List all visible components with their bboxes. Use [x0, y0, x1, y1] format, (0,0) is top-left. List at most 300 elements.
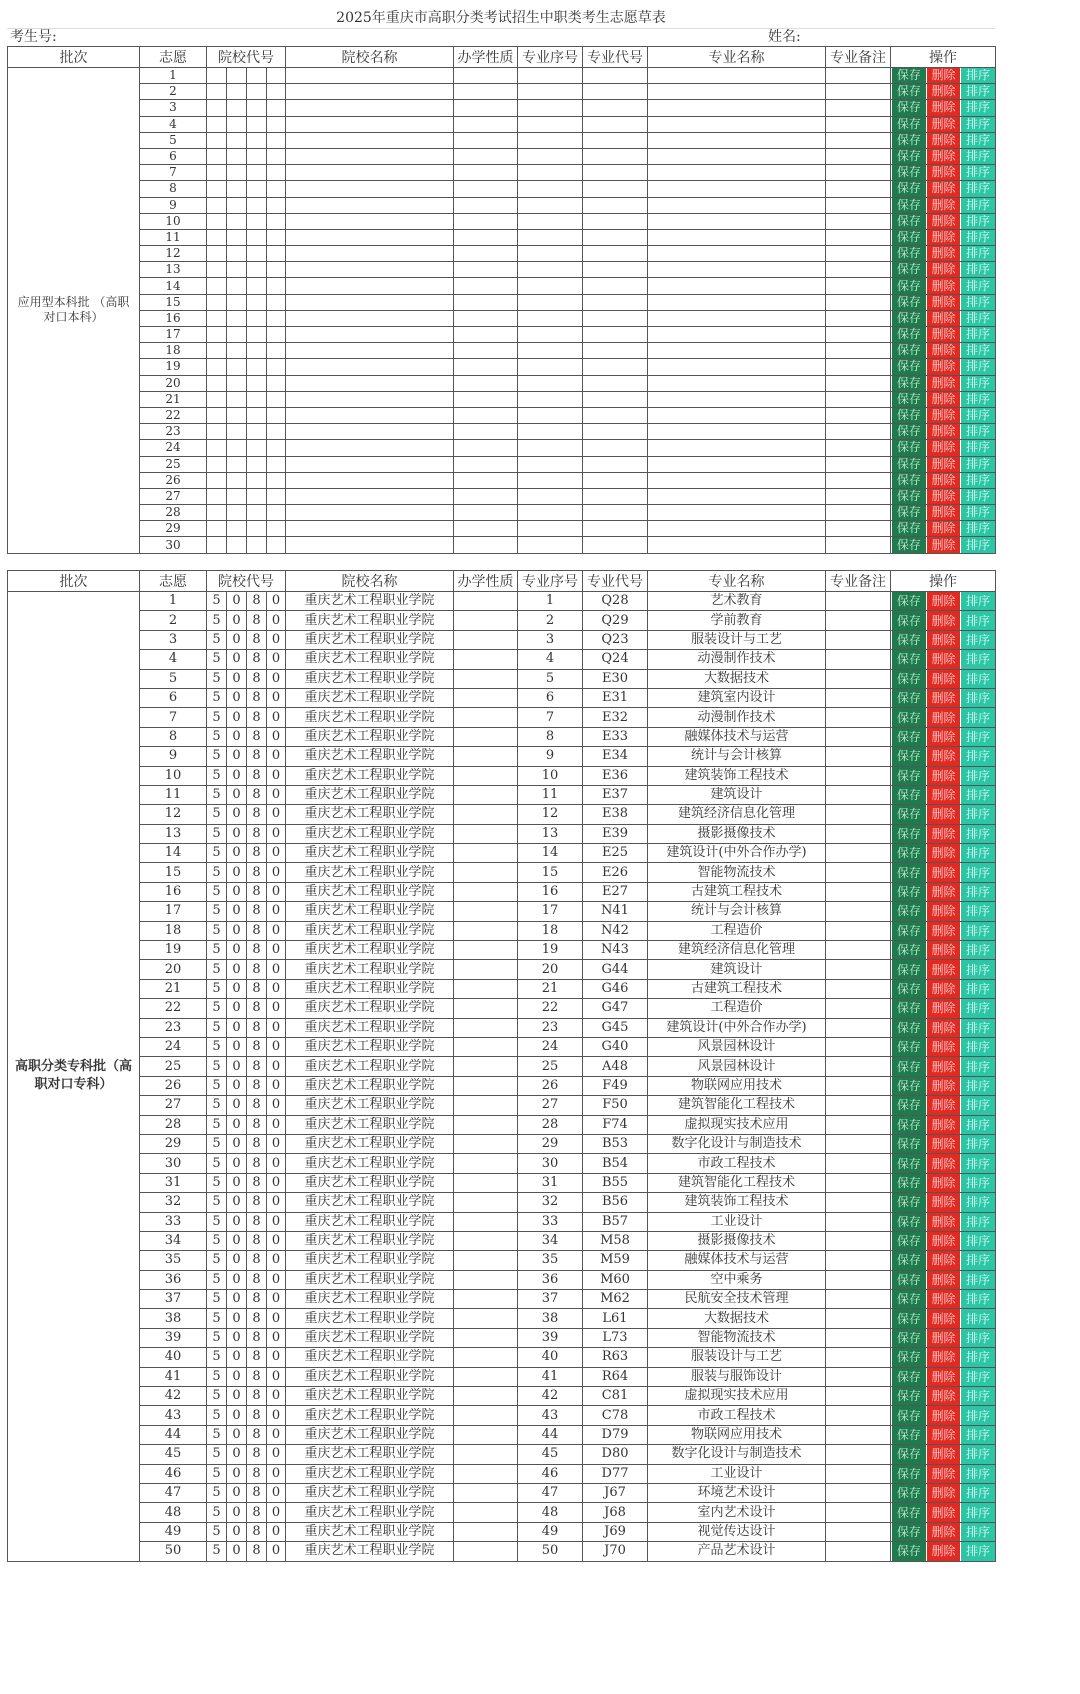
sort-button[interactable]: 排序: [960, 521, 995, 536]
save-button[interactable]: 保存: [891, 1290, 926, 1308]
nature-cell[interactable]: [454, 688, 518, 707]
nature-cell[interactable]: [454, 1231, 518, 1250]
nature-cell[interactable]: [454, 1425, 518, 1444]
save-button[interactable]: 保存: [891, 1019, 926, 1037]
major-seq[interactable]: 45: [518, 1445, 583, 1464]
major-seq-input[interactable]: [518, 440, 583, 456]
nature-cell[interactable]: [454, 1387, 518, 1406]
major-code-input[interactable]: [583, 505, 648, 521]
major-name[interactable]: 融媒体技术与运营: [648, 727, 826, 746]
school-code-digit-input[interactable]: [247, 278, 267, 294]
major-name-input[interactable]: [648, 472, 826, 488]
school-name[interactable]: 重庆艺术工程职业学院: [286, 1096, 454, 1115]
major-seq-input[interactable]: [518, 148, 583, 164]
nature-cell[interactable]: [454, 863, 518, 882]
school-code-digit-input[interactable]: [247, 116, 267, 132]
school-code-digit[interactable]: 5: [207, 1154, 227, 1173]
major-name[interactable]: 统计与会计核算: [648, 902, 826, 921]
school-name[interactable]: 重庆艺术工程职业学院: [286, 1193, 454, 1212]
delete-button[interactable]: 删除: [926, 376, 961, 391]
school-code-digit[interactable]: 8: [247, 669, 267, 688]
school-code-digit[interactable]: 8: [247, 1348, 267, 1367]
delete-button[interactable]: 删除: [926, 1542, 961, 1560]
major-code[interactable]: R64: [583, 1367, 648, 1386]
save-button[interactable]: 保存: [891, 1096, 926, 1114]
save-button[interactable]: 保存: [891, 100, 926, 115]
school-name[interactable]: 重庆艺术工程职业学院: [286, 1367, 454, 1386]
nature-cell[interactable]: [454, 785, 518, 804]
save-button[interactable]: 保存: [891, 1542, 926, 1560]
delete-button[interactable]: 删除: [926, 392, 961, 407]
major-note-cell[interactable]: [826, 669, 891, 688]
major-name[interactable]: 市政工程技术: [648, 1406, 826, 1425]
nature-cell[interactable]: [454, 592, 518, 611]
save-button[interactable]: 保存: [891, 1116, 926, 1134]
school-code-digit-input[interactable]: [227, 407, 247, 423]
school-code-digit[interactable]: 5: [207, 1212, 227, 1231]
major-seq-input[interactable]: [518, 472, 583, 488]
delete-button[interactable]: 删除: [926, 1174, 961, 1192]
major-code-input[interactable]: [583, 246, 648, 262]
school-code-digit-input[interactable]: [247, 537, 267, 553]
school-name-input[interactable]: [286, 197, 454, 213]
delete-button[interactable]: 删除: [926, 999, 961, 1017]
save-button[interactable]: 保存: [891, 1251, 926, 1269]
nature-input[interactable]: [454, 229, 518, 245]
school-code-digit[interactable]: 8: [247, 592, 267, 611]
school-code-digit-input[interactable]: [207, 165, 227, 181]
school-code-digit[interactable]: 0: [227, 1018, 247, 1037]
nature-cell[interactable]: [454, 1134, 518, 1153]
school-name[interactable]: 重庆艺术工程职业学院: [286, 999, 454, 1018]
major-name[interactable]: 空中乘务: [648, 1270, 826, 1289]
school-code-digit-input[interactable]: [207, 278, 227, 294]
major-seq-input[interactable]: [518, 343, 583, 359]
sort-button[interactable]: 排序: [960, 980, 995, 998]
sort-button[interactable]: 排序: [960, 537, 995, 552]
major-name[interactable]: 服装设计与工艺: [648, 630, 826, 649]
school-code-digit-input[interactable]: [207, 505, 227, 521]
save-button[interactable]: 保存: [891, 728, 926, 746]
school-code-digit-input[interactable]: [247, 100, 267, 116]
major-name-input[interactable]: [648, 310, 826, 326]
school-code-digit-input[interactable]: [227, 375, 247, 391]
school-code-digit-input[interactable]: [267, 132, 286, 148]
sort-button[interactable]: 排序: [960, 68, 995, 83]
school-code-digit[interactable]: 0: [227, 1522, 247, 1541]
school-code-digit[interactable]: 0: [267, 1503, 286, 1522]
school-code-digit-input[interactable]: [227, 132, 247, 148]
school-name[interactable]: 重庆艺术工程职业学院: [286, 1328, 454, 1347]
school-code-digit[interactable]: 0: [267, 785, 286, 804]
school-code-digit[interactable]: 0: [267, 979, 286, 998]
sort-button[interactable]: 排序: [960, 922, 995, 940]
major-note-input[interactable]: [826, 391, 891, 407]
major-note-input[interactable]: [826, 132, 891, 148]
school-code-digit-input[interactable]: [227, 440, 247, 456]
school-name[interactable]: 重庆艺术工程职业学院: [286, 708, 454, 727]
major-name-input[interactable]: [648, 262, 826, 278]
sort-button[interactable]: 排序: [960, 708, 995, 726]
major-name-input[interactable]: [648, 100, 826, 116]
nature-cell[interactable]: [454, 921, 518, 940]
major-seq-input[interactable]: [518, 229, 583, 245]
major-seq[interactable]: 25: [518, 1057, 583, 1076]
school-code-digit[interactable]: 0: [267, 1018, 286, 1037]
school-name-input[interactable]: [286, 181, 454, 197]
nature-input[interactable]: [454, 310, 518, 326]
major-note-input[interactable]: [826, 375, 891, 391]
major-note-input[interactable]: [826, 246, 891, 262]
major-code[interactable]: L61: [583, 1309, 648, 1328]
sort-button[interactable]: 排序: [960, 592, 995, 610]
save-button[interactable]: 保存: [891, 117, 926, 132]
major-seq[interactable]: 46: [518, 1464, 583, 1483]
school-code-digit[interactable]: 5: [207, 1096, 227, 1115]
save-button[interactable]: 保存: [891, 1465, 926, 1483]
major-note-cell[interactable]: [826, 824, 891, 843]
school-code-digit[interactable]: 8: [247, 844, 267, 863]
school-code-digit[interactable]: 8: [247, 979, 267, 998]
save-button[interactable]: 保存: [891, 747, 926, 765]
major-name[interactable]: 建筑经济信息化管理: [648, 805, 826, 824]
nature-cell[interactable]: [454, 1367, 518, 1386]
school-code-digit[interactable]: 8: [247, 1425, 267, 1444]
school-code-digit-input[interactable]: [267, 100, 286, 116]
major-code[interactable]: E38: [583, 805, 648, 824]
school-code-digit[interactable]: 0: [267, 882, 286, 901]
sort-button[interactable]: 排序: [960, 1387, 995, 1405]
delete-button[interactable]: 删除: [926, 311, 961, 326]
sort-button[interactable]: 排序: [960, 424, 995, 439]
save-button[interactable]: 保存: [891, 960, 926, 978]
major-code[interactable]: A48: [583, 1057, 648, 1076]
major-seq[interactable]: 15: [518, 863, 583, 882]
save-button[interactable]: 保存: [891, 521, 926, 536]
school-code-digit-input[interactable]: [227, 116, 247, 132]
school-code-digit-input[interactable]: [227, 456, 247, 472]
school-code-digit[interactable]: 8: [247, 708, 267, 727]
sort-button[interactable]: 排序: [960, 149, 995, 164]
save-button[interactable]: 保存: [891, 440, 926, 455]
school-code-digit-input[interactable]: [207, 310, 227, 326]
delete-button[interactable]: 删除: [926, 786, 961, 804]
school-code-digit[interactable]: 8: [247, 611, 267, 630]
school-code-digit[interactable]: 0: [227, 1542, 247, 1561]
school-code-digit[interactable]: 8: [247, 1290, 267, 1309]
delete-button[interactable]: 删除: [926, 1426, 961, 1444]
school-code-digit-input[interactable]: [247, 229, 267, 245]
major-code-input[interactable]: [583, 375, 648, 391]
major-seq-input[interactable]: [518, 391, 583, 407]
save-button[interactable]: 保存: [891, 311, 926, 326]
school-code-digit-input[interactable]: [227, 327, 247, 343]
major-note-cell[interactable]: [826, 747, 891, 766]
save-button[interactable]: 保存: [891, 883, 926, 901]
school-name-input[interactable]: [286, 294, 454, 310]
major-seq[interactable]: 42: [518, 1387, 583, 1406]
major-seq[interactable]: 13: [518, 824, 583, 843]
save-button[interactable]: 保存: [891, 537, 926, 552]
sort-button[interactable]: 排序: [960, 1523, 995, 1541]
school-code-digit[interactable]: 5: [207, 592, 227, 611]
major-note-cell[interactable]: [826, 863, 891, 882]
delete-button[interactable]: 删除: [926, 181, 961, 196]
nature-cell[interactable]: [454, 960, 518, 979]
delete-button[interactable]: 删除: [926, 1465, 961, 1483]
school-name[interactable]: 重庆艺术工程职业学院: [286, 630, 454, 649]
save-button[interactable]: 保存: [891, 214, 926, 229]
major-name[interactable]: 室内艺术设计: [648, 1503, 826, 1522]
major-seq-input[interactable]: [518, 505, 583, 521]
major-note-cell[interactable]: [826, 1057, 891, 1076]
school-code-digit[interactable]: 0: [227, 941, 247, 960]
major-seq[interactable]: 21: [518, 979, 583, 998]
school-name[interactable]: 重庆艺术工程职业学院: [286, 1231, 454, 1250]
school-name-input[interactable]: [286, 68, 454, 84]
sort-button[interactable]: 排序: [960, 631, 995, 649]
major-note-cell[interactable]: [826, 1445, 891, 1464]
school-code-digit[interactable]: 0: [227, 1483, 247, 1502]
school-name-input[interactable]: [286, 246, 454, 262]
major-note-cell[interactable]: [826, 1096, 891, 1115]
save-button[interactable]: 保存: [891, 670, 926, 688]
major-code[interactable]: E32: [583, 708, 648, 727]
nature-cell[interactable]: [454, 1522, 518, 1541]
school-code-digit[interactable]: 0: [267, 960, 286, 979]
nature-cell[interactable]: [454, 747, 518, 766]
delete-button[interactable]: 删除: [926, 708, 961, 726]
school-code-digit[interactable]: 0: [227, 1076, 247, 1095]
save-button[interactable]: 保存: [891, 359, 926, 374]
delete-button[interactable]: 删除: [926, 1368, 961, 1386]
major-name-input[interactable]: [648, 521, 826, 537]
school-code-digit[interactable]: 5: [207, 863, 227, 882]
major-code[interactable]: F74: [583, 1115, 648, 1134]
school-name[interactable]: 重庆艺术工程职业学院: [286, 1212, 454, 1231]
major-name[interactable]: 动漫制作技术: [648, 650, 826, 669]
major-seq[interactable]: 34: [518, 1231, 583, 1250]
school-code-digit[interactable]: 5: [207, 1115, 227, 1134]
nature-cell[interactable]: [454, 650, 518, 669]
save-button[interactable]: 保存: [891, 181, 926, 196]
save-button[interactable]: 保存: [891, 941, 926, 959]
major-seq[interactable]: 47: [518, 1483, 583, 1502]
major-name-input[interactable]: [648, 440, 826, 456]
major-seq[interactable]: 22: [518, 999, 583, 1018]
save-button[interactable]: 保存: [891, 262, 926, 277]
major-name-input[interactable]: [648, 181, 826, 197]
school-code-digit[interactable]: 8: [247, 1193, 267, 1212]
school-code-digit[interactable]: 5: [207, 1309, 227, 1328]
major-code-input[interactable]: [583, 440, 648, 456]
major-code[interactable]: E39: [583, 824, 648, 843]
major-name-input[interactable]: [648, 391, 826, 407]
major-seq-input[interactable]: [518, 84, 583, 100]
major-code[interactable]: Q29: [583, 611, 648, 630]
school-code-digit[interactable]: 0: [227, 1037, 247, 1056]
save-button[interactable]: 保存: [891, 230, 926, 245]
major-seq-input[interactable]: [518, 537, 583, 553]
major-seq-input[interactable]: [518, 375, 583, 391]
school-code-digit[interactable]: 0: [227, 1154, 247, 1173]
sort-button[interactable]: 排序: [960, 84, 995, 99]
school-name-input[interactable]: [286, 456, 454, 472]
major-note-cell[interactable]: [826, 960, 891, 979]
school-code-digit-input[interactable]: [267, 246, 286, 262]
delete-button[interactable]: 删除: [926, 1290, 961, 1308]
major-seq[interactable]: 19: [518, 941, 583, 960]
sort-button[interactable]: 排序: [960, 902, 995, 920]
save-button[interactable]: 保存: [891, 1348, 926, 1366]
major-seq[interactable]: 44: [518, 1425, 583, 1444]
major-seq[interactable]: 48: [518, 1503, 583, 1522]
sort-button[interactable]: 排序: [960, 440, 995, 455]
nature-cell[interactable]: [454, 708, 518, 727]
major-seq-input[interactable]: [518, 278, 583, 294]
school-code-digit[interactable]: 0: [227, 1290, 247, 1309]
major-code[interactable]: G45: [583, 1018, 648, 1037]
delete-button[interactable]: 删除: [926, 1116, 961, 1134]
save-button[interactable]: 保存: [891, 1329, 926, 1347]
delete-button[interactable]: 删除: [926, 670, 961, 688]
school-code-digit[interactable]: 0: [227, 979, 247, 998]
major-code-input[interactable]: [583, 456, 648, 472]
school-code-digit-input[interactable]: [227, 505, 247, 521]
major-code[interactable]: B56: [583, 1193, 648, 1212]
major-code[interactable]: M58: [583, 1231, 648, 1250]
school-code-digit-input[interactable]: [227, 537, 247, 553]
major-code[interactable]: B57: [583, 1212, 648, 1231]
sort-button[interactable]: 排序: [960, 960, 995, 978]
school-code-digit[interactable]: 0: [267, 1096, 286, 1115]
school-name-input[interactable]: [286, 327, 454, 343]
sort-button[interactable]: 排序: [960, 230, 995, 245]
save-button[interactable]: 保存: [891, 786, 926, 804]
nature-cell[interactable]: [454, 1328, 518, 1347]
delete-button[interactable]: 删除: [926, 747, 961, 765]
major-code-input[interactable]: [583, 472, 648, 488]
sort-button[interactable]: 排序: [960, 1213, 995, 1231]
major-seq[interactable]: 33: [518, 1212, 583, 1231]
sort-button[interactable]: 排序: [960, 670, 995, 688]
school-code-digit[interactable]: 5: [207, 824, 227, 843]
school-code-digit-input[interactable]: [267, 148, 286, 164]
school-code-digit-input[interactable]: [227, 246, 247, 262]
delete-button[interactable]: 删除: [926, 198, 961, 213]
save-button[interactable]: 保存: [891, 84, 926, 99]
school-code-digit[interactable]: 8: [247, 650, 267, 669]
school-code-digit[interactable]: 8: [247, 785, 267, 804]
school-code-digit-input[interactable]: [207, 521, 227, 537]
save-button[interactable]: 保存: [891, 805, 926, 823]
major-name[interactable]: 视觉传达设计: [648, 1522, 826, 1541]
major-name-input[interactable]: [648, 537, 826, 553]
major-seq[interactable]: 8: [518, 727, 583, 746]
school-code-digit[interactable]: 8: [247, 1018, 267, 1037]
school-code-digit[interactable]: 0: [267, 921, 286, 940]
major-code[interactable]: J70: [583, 1542, 648, 1561]
major-seq[interactable]: 17: [518, 902, 583, 921]
school-code-digit[interactable]: 0: [267, 1406, 286, 1425]
major-name[interactable]: 建筑装饰工程技术: [648, 766, 826, 785]
major-code-input[interactable]: [583, 278, 648, 294]
delete-button[interactable]: 删除: [926, 1271, 961, 1289]
school-code-digit[interactable]: 0: [267, 1387, 286, 1406]
school-code-digit[interactable]: 8: [247, 1464, 267, 1483]
major-note-input[interactable]: [826, 488, 891, 504]
school-code-digit[interactable]: 5: [207, 1328, 227, 1347]
school-code-digit[interactable]: 0: [267, 1328, 286, 1347]
major-code[interactable]: J69: [583, 1522, 648, 1541]
nature-cell[interactable]: [454, 1290, 518, 1309]
sort-button[interactable]: 排序: [960, 359, 995, 374]
major-note-input[interactable]: [826, 424, 891, 440]
school-code-digit[interactable]: 5: [207, 979, 227, 998]
school-code-digit-input[interactable]: [227, 165, 247, 181]
school-code-digit-input[interactable]: [247, 197, 267, 213]
delete-button[interactable]: 删除: [926, 902, 961, 920]
delete-button[interactable]: 删除: [926, 1484, 961, 1502]
sort-button[interactable]: 排序: [960, 214, 995, 229]
school-code-digit[interactable]: 5: [207, 785, 227, 804]
school-code-digit-input[interactable]: [267, 472, 286, 488]
sort-button[interactable]: 排序: [960, 133, 995, 148]
major-code[interactable]: M60: [583, 1270, 648, 1289]
delete-button[interactable]: 删除: [926, 767, 961, 785]
school-name-input[interactable]: [286, 375, 454, 391]
school-code-digit[interactable]: 8: [247, 1542, 267, 1561]
save-button[interactable]: 保存: [891, 1038, 926, 1056]
school-code-digit-input[interactable]: [227, 472, 247, 488]
major-code-input[interactable]: [583, 407, 648, 423]
major-code[interactable]: E26: [583, 863, 648, 882]
school-code-digit[interactable]: 5: [207, 1193, 227, 1212]
school-code-digit[interactable]: 5: [207, 1134, 227, 1153]
nature-cell[interactable]: [454, 902, 518, 921]
nature-input[interactable]: [454, 100, 518, 116]
delete-button[interactable]: 删除: [926, 941, 961, 959]
school-code-digit[interactable]: 0: [267, 1115, 286, 1134]
school-code-digit-input[interactable]: [267, 294, 286, 310]
school-code-digit[interactable]: 0: [227, 1309, 247, 1328]
school-code-digit[interactable]: 0: [227, 1193, 247, 1212]
school-code-digit-input[interactable]: [207, 424, 227, 440]
school-code-digit-input[interactable]: [267, 488, 286, 504]
major-note-cell[interactable]: [826, 941, 891, 960]
major-code[interactable]: B54: [583, 1154, 648, 1173]
delete-button[interactable]: 删除: [926, 1193, 961, 1211]
nature-cell[interactable]: [454, 999, 518, 1018]
major-code-input[interactable]: [583, 84, 648, 100]
sort-button[interactable]: 排序: [960, 1135, 995, 1153]
major-code[interactable]: B53: [583, 1134, 648, 1153]
sort-button[interactable]: 排序: [960, 1484, 995, 1502]
school-code-digit[interactable]: 8: [247, 1154, 267, 1173]
school-code-digit-input[interactable]: [207, 407, 227, 423]
nature-cell[interactable]: [454, 1115, 518, 1134]
nature-input[interactable]: [454, 505, 518, 521]
school-name-input[interactable]: [286, 116, 454, 132]
school-code-digit-input[interactable]: [207, 148, 227, 164]
school-code-digit-input[interactable]: [227, 424, 247, 440]
delete-button[interactable]: 删除: [926, 521, 961, 536]
delete-button[interactable]: 删除: [926, 149, 961, 164]
save-button[interactable]: 保存: [891, 611, 926, 629]
school-code-digit[interactable]: 8: [247, 1522, 267, 1541]
school-code-digit-input[interactable]: [207, 213, 227, 229]
school-code-digit[interactable]: 5: [207, 844, 227, 863]
